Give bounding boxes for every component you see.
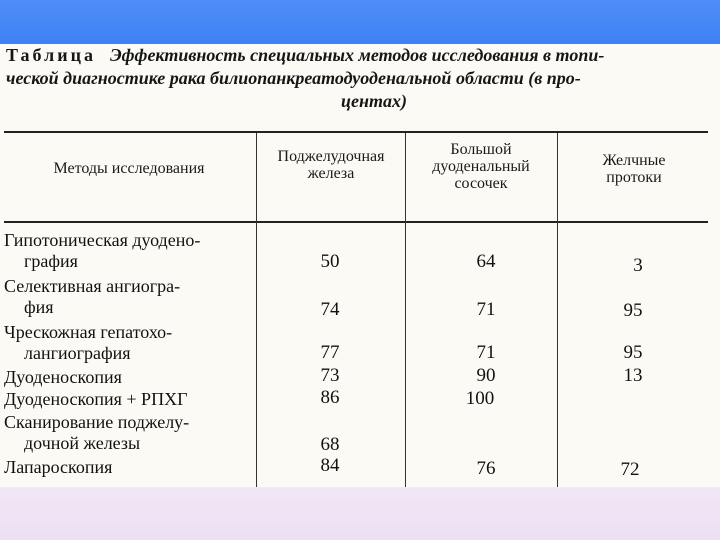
method-line: Селективная ангиогра-	[4, 276, 181, 296]
method-line: Гипотоническая дуодено-	[4, 230, 201, 250]
method-line: графия	[24, 251, 78, 271]
header-ducts	[559, 152, 709, 186]
ducts-value: 95	[623, 300, 643, 321]
table-caption	[6, 44, 712, 113]
header-papilla-line-2: дуоденальный	[432, 158, 530, 175]
papilla-value: 71	[476, 342, 496, 363]
pancreas-value: 68	[320, 434, 340, 455]
header-methods: Методы исследования	[53, 160, 205, 177]
method-line: фия	[24, 297, 54, 317]
header-pancreas-line-2: железа	[307, 165, 355, 182]
table-row-method	[4, 367, 250, 388]
pancreas-value: 84	[320, 455, 340, 476]
papilla-value: 64	[476, 251, 496, 272]
method-line: Дуоденоскопия + РПХГ	[4, 389, 188, 409]
table-label: Таблица	[6, 45, 96, 65]
pancreas-value: 86	[320, 387, 340, 408]
header-top-rule	[4, 131, 708, 133]
caption-line-2: ческой диагностике рака билиопанкреатодуоденальной области (в про-	[6, 68, 581, 88]
table-row-method	[4, 230, 250, 272]
caption-line-1	[6, 44, 712, 67]
header-papilla	[407, 141, 555, 192]
ducts-value: 3	[633, 255, 643, 276]
papilla-value: 76	[476, 458, 496, 479]
ducts-value: 13	[623, 365, 643, 386]
title-bar	[0, 0, 720, 44]
pancreas-value: 50	[320, 251, 340, 272]
table-row-method	[4, 322, 250, 364]
table-row-method	[4, 389, 250, 410]
method-line: Чрескожная гепатохо-	[4, 322, 173, 342]
table-row-method	[4, 276, 250, 318]
ducts-value: 95	[623, 342, 643, 363]
column-divider	[557, 133, 558, 487]
papilla-value: 71	[476, 299, 496, 320]
papilla-value: 100	[465, 388, 495, 409]
pancreas-value: 77	[320, 342, 340, 363]
column-divider	[256, 133, 257, 487]
header-ducts-line-1: Желчные	[602, 152, 666, 169]
pancreas-value: 74	[320, 299, 340, 320]
header-bottom-rule	[4, 221, 708, 223]
method-line: дочной железы	[24, 433, 141, 453]
header-papilla-line-3: сосочек	[454, 175, 508, 192]
table-row-method	[4, 457, 250, 478]
caption-line-3: центах)	[341, 91, 407, 111]
papilla-value: 90	[476, 365, 496, 386]
header-pancreas-line-1: Поджелудочная	[277, 148, 385, 165]
caption-text-1: Эффективность специальных методов исследования в топи-	[109, 45, 605, 65]
method-line: Лапароскопия	[4, 457, 113, 477]
method-line: лангиография	[24, 343, 131, 363]
method-line: Дуоденоскопия	[4, 367, 122, 387]
scanned-table-page	[0, 44, 720, 487]
header-pancreas	[258, 148, 404, 182]
method-line: Сканирование поджелу-	[4, 412, 190, 432]
header-ducts-line-2: протоки	[606, 169, 662, 186]
ducts-value: 72	[620, 459, 640, 480]
table-row-method	[4, 412, 250, 454]
column-divider	[405, 133, 406, 487]
header-papilla-line-1: Большой	[450, 141, 512, 158]
pancreas-value: 73	[320, 365, 340, 386]
